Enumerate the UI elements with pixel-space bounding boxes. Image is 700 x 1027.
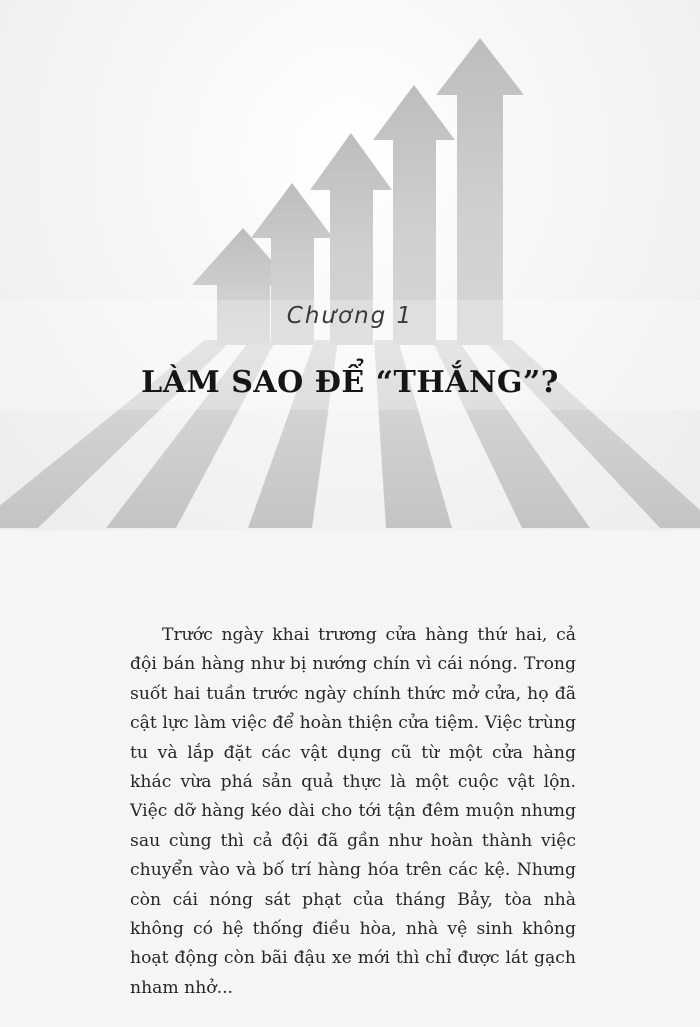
chapter-number: Chương 1 [286,303,414,329]
chapter-title: LÀM SAO ĐỂ “THẮNG”? [141,365,559,400]
arrows-group [192,38,524,345]
body-paragraph: Trước ngày khai trương cửa hàng thứ hai, cả đội bán hàng như bị nướng chín vì cái nóng. Trong suốt hai tuần trước ngày chính thức mở cửa, họ đã cật lực làm việc để hoàn thiện cửa tiệm. Việc trùng tu và lắp đặt các vật dụng cũ từ một cửa hàng khác vừa phá sản quả thực là một cuộc vật lộn. Việc dỡ hàng kéo dài cho tới tận đêm muộn nhưng sau cùng thì cả đội đã gần như hoàn thành việc chuyển vào và bố trí hàng hóa trên các kệ. Nhưng còn cái nóng sát phạt của tháng Bảy, tòa nhà không có hệ thống điều hòa, nhà vệ sinh không hoạt động còn bãi đậu xe mới thì chỉ được lát gạch nham nhở... [130,625,576,998]
arrow-5 [436,38,524,345]
